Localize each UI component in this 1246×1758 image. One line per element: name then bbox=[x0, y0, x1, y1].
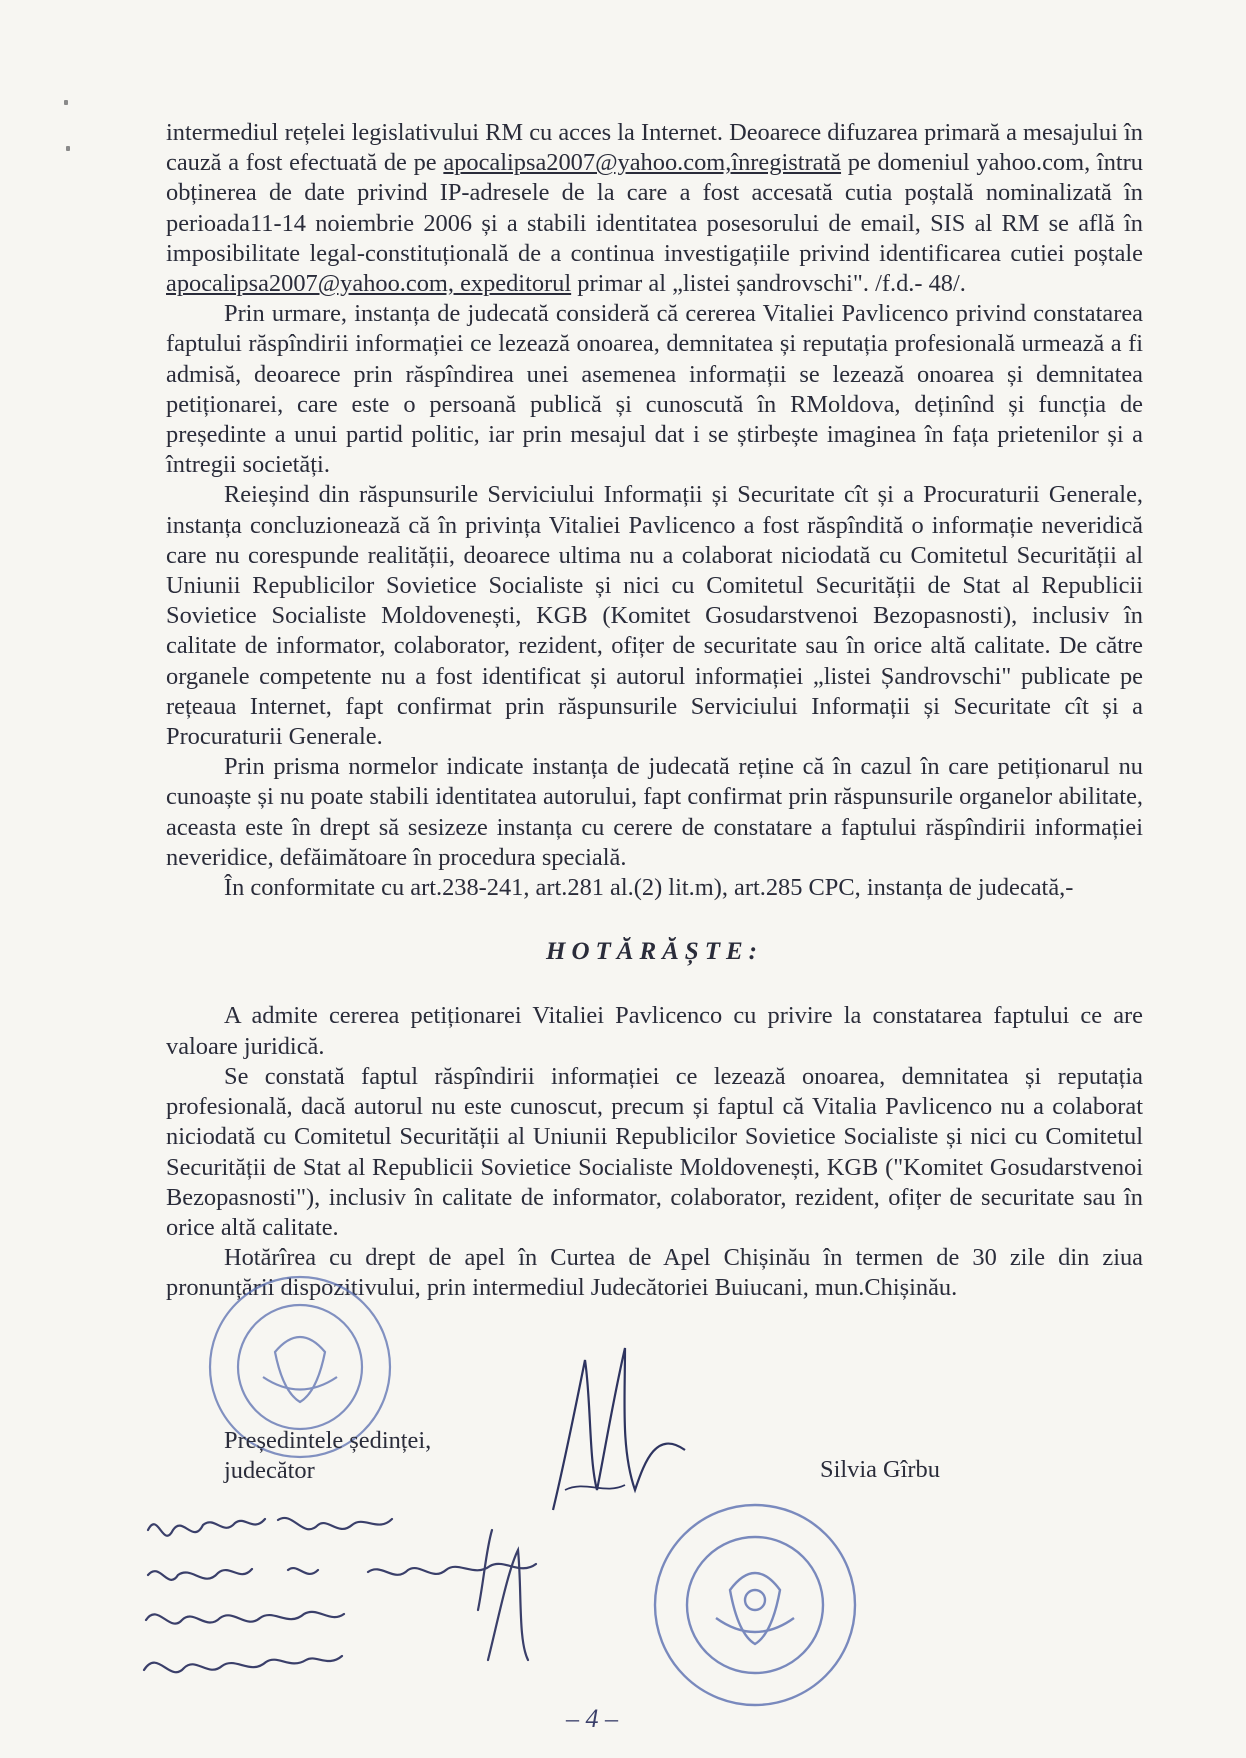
email-reference: apocalipsa2007@yahoo.com,înregistrată bbox=[443, 149, 842, 177]
body-paragraph bbox=[166, 752, 1143, 873]
reasoning-section bbox=[166, 118, 1143, 903]
paragraph-text: Reieșind din răspunsurile Serviciului Informații și Securitate cît și a Procuraturii Generale, instanța concluzionează că în privința Vitaliei Pavlicenco a fost răspîndită o informație neveridică care nu corespunde realității, deoarece ultima nu a colaborat niciodată cu Comitetul Securității al Uniunii Republicilor Sovietice Socialiste și nici cu Comitetul Securității de Stat al Republicii Sovietice Socialiste Moldovenești, KGB (Komitet Gosudarstvenoi Bezopasnosti), inclusiv în calitate de informator, colaborator, rezident, ofițer de securitate sau în orice altă calitate. De către organele competente nu a fost identificat și autorul informației „listei Șandrovschi" publicate pe rețeaua Internet, fapt confirmat prin răspunsurile Serviciului Informații și Securitate cît și a Procuraturii Generale. bbox=[166, 481, 1143, 751]
page-number: – 4 – bbox=[566, 1704, 618, 1733]
signature-role-line2: judecător bbox=[224, 1457, 315, 1484]
body-paragraph bbox=[166, 873, 1143, 903]
court-stamp-lower bbox=[650, 1500, 860, 1710]
decision-heading: HOTĂRĂȘTE: bbox=[546, 938, 763, 966]
judge-signature bbox=[525, 1340, 695, 1520]
decision-paragraph: A admite cererea petiționarei Vitaliei Pavlicenco cu privire la constatarea faptului ce are valoare juridică. bbox=[166, 1002, 1143, 1060]
body-paragraph bbox=[166, 118, 1143, 299]
decision-paragraph: Se constată faptul răspîndirii informației ce lezează onoarea, demnitatea și reputația profesională, dacă autorul nu este cunoscut, precum și faptul că Vitalia Pavlicenco nu a colaborat niciodată cu Comitetul Securității al Uniunii Republicilor Sovietice Socialiste și nici cu Comitetul Securității de Stat al Republicii Sovietice Socialiste Moldovenești, KGB ("Komitet Gosudarstvenoi Bezopasnosti"), inclusiv în calitate de informator, colaborator, rezident, ofițer de securitate sau în orice altă calitate. bbox=[166, 1062, 1143, 1241]
paragraph-text: intermediul rețelei legislativului RM cu acces la Internet. Deoarece difuzarea primară a mesajului în cauză a fost efectuată de pe bbox=[166, 119, 1143, 177]
body-paragraph bbox=[166, 299, 1143, 480]
decision-paragraph: Hotărîrea cu drept de apel în Curtea de Apel Chișinău în termen de 30 zile din ziua pronunțării dispozitivului, prin intermediul Judecătoriei Buiucani, mun.Chișinău. bbox=[166, 1244, 1143, 1302]
paragraph-text: pe domeniul yahoo.com, întru obținerea de date privind IP-adresele de la care a fost accesată cutia poștală nominalizată în perioada11-14 noiembrie 2006 și a stabili identitatea posesorului de email, SIS al RM se află în imposibilitate legal-constituțională de a continua investigațiile privind identificarea cutiei poștale bbox=[166, 149, 1143, 267]
decision-section bbox=[166, 1001, 1143, 1303]
signature-role bbox=[224, 1426, 431, 1486]
paragraph-text: În conformitate cu art.238-241, art.281 al.(2) lit.m), art.285 CPC, instanța de judecată,- bbox=[224, 874, 1074, 902]
paragraph-text: Prin urmare, instanța de judecată consideră că cererea Vitaliei Pavlicenco privind constatarea faptului răspîndirii informației ce lezează onoarea, demnitatea și reputația profesională urmează a fi admisă, deoarece prin răspîndirea unei asemenea informații se lezează onoarea și demnitatea petiționarei, care este o persoană publică și cunoscută în RMoldova, deținînd și funcția de președinte a unui partid politic, iar prin mesajul dat i se știrbește imaginea în fața prietenilor și a întregii societăți. bbox=[166, 300, 1143, 479]
paragraph-text: Prin prisma normelor indicate instanța de judecată reține că în cazul în care petiționarul nu cunoaște și nu poate stabili identitatea autorului, fapt confirmat prin răspunsurile organelor abilitate, aceasta este în drept să sesizeze instanța cu cerere de constatare a faptului răspîndirii informației neveridice, defăimătoare în procedura specială. bbox=[166, 753, 1143, 871]
email-reference: apocalipsa2007@yahoo.com, expeditorul bbox=[166, 270, 572, 298]
signature-role-line1: Președintele ședinței, bbox=[224, 1427, 432, 1454]
body-paragraph bbox=[166, 480, 1143, 752]
judge-name: Silvia Gîrbu bbox=[820, 1456, 940, 1483]
paragraph-text: primar al „listei șandrovschi". /f.d.- 48/. bbox=[571, 270, 966, 298]
document-body bbox=[166, 118, 1143, 1304]
